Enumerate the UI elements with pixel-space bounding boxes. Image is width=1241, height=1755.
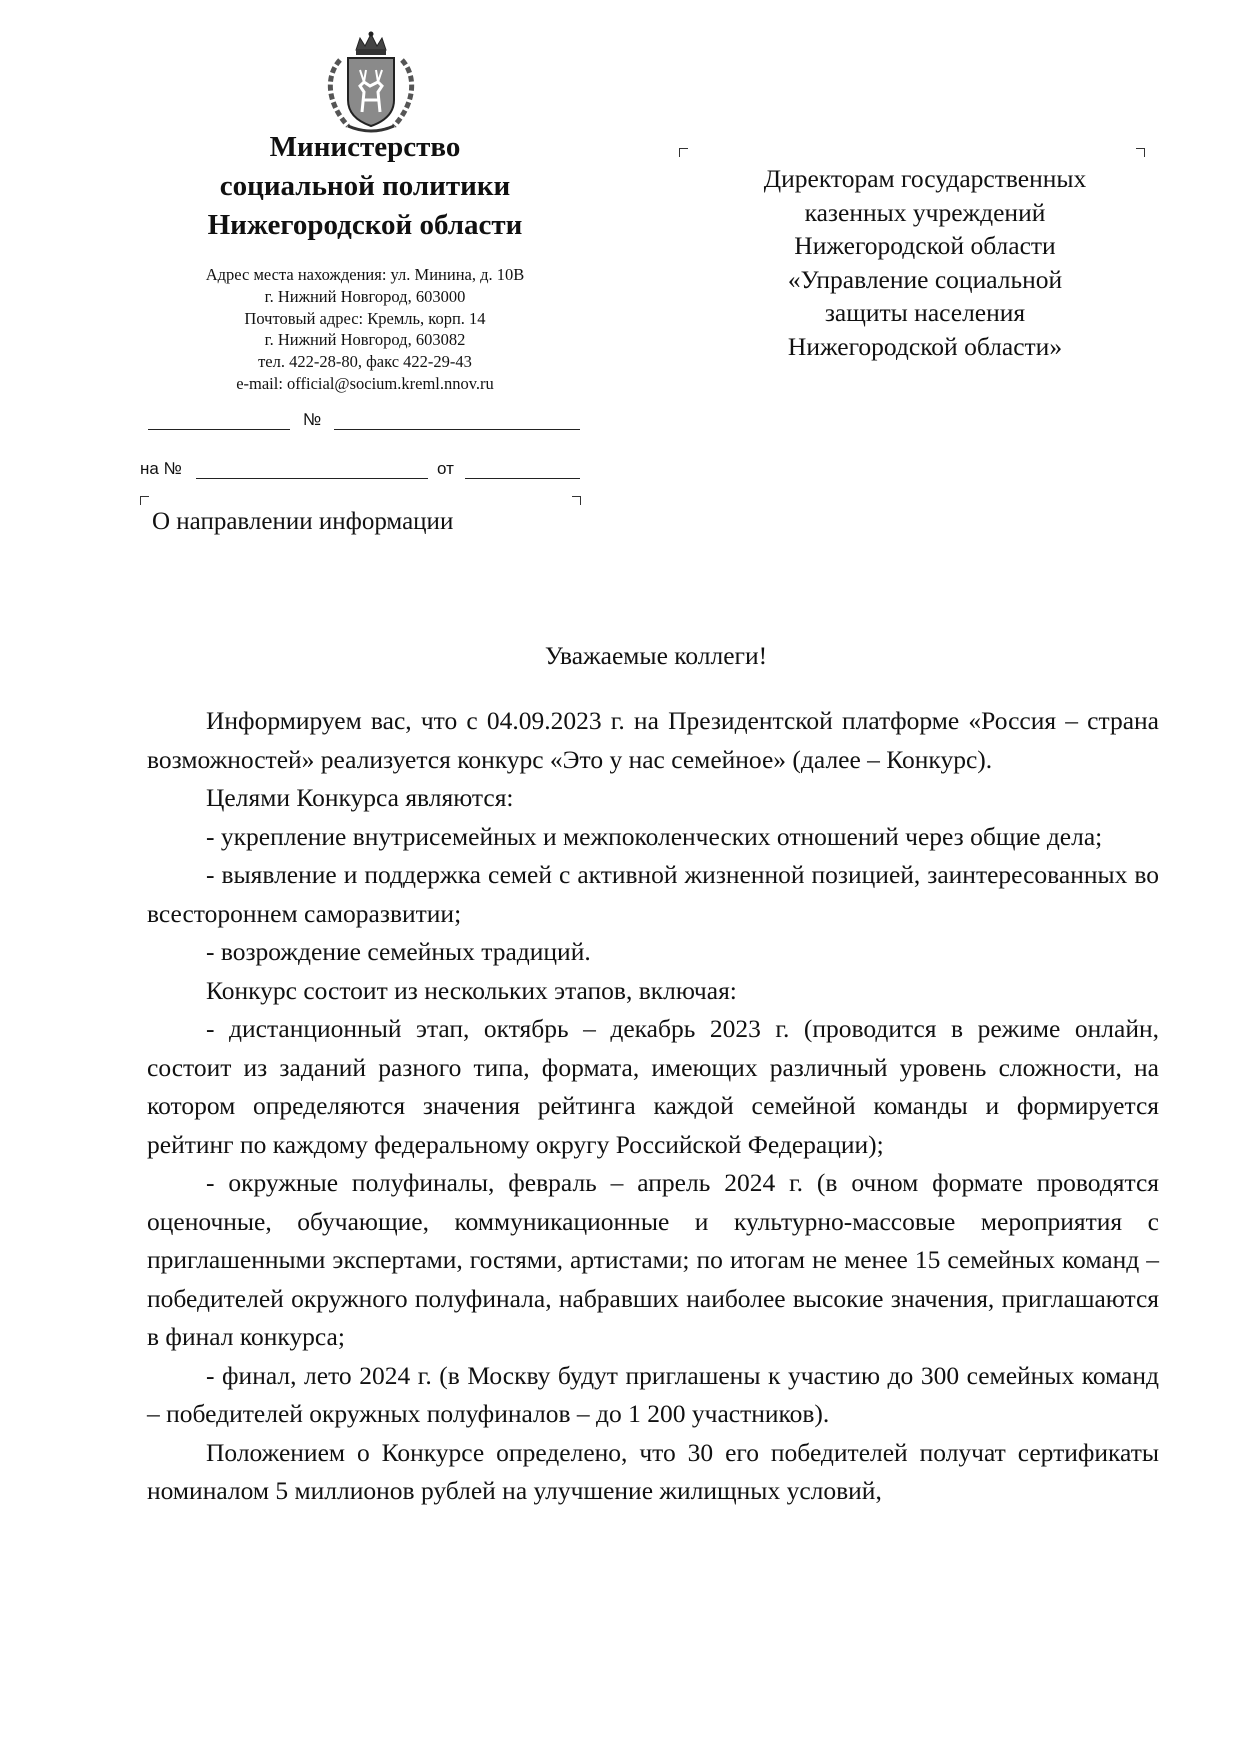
coat-of-arms-icon <box>318 30 424 136</box>
body-paragraph: Конкурс состоит из нескольких этапов, включая: <box>206 975 737 1005</box>
corner-mark <box>140 496 149 505</box>
outgoing-date-line <box>148 429 290 430</box>
ministry-name-line: социальной политики <box>219 170 511 202</box>
addressee-line: Директорам государственных <box>763 164 1087 193</box>
email-line: e-mail: official@socium.kreml.nnov.ru <box>236 373 494 393</box>
address-city-line: г. Нижний Новгород, 603000 <box>264 286 466 306</box>
body-paragraph: Положением о Конкурсе определено, что 30 его победителей получат сертификаты номиналом 5 миллионов рублей на улучшение жилищных условий, <box>147 1437 1159 1505</box>
ministry-contacts <box>140 264 590 395</box>
reply-date-line <box>465 478 580 479</box>
body-paragraph: - окружные полуфиналы, февраль – апрель 2024 г. (в очном формате проводятся оценочные, обучающие, коммуникационные и культурно-массовые мероприятия с приглашенными экспертами, гостями, артистами; по итогам не менее 15 семейных команд – победителей окружного полуфинала, набравших наиболее высокие значения, приглашаются в финал конкурса; <box>147 1168 1159 1351</box>
reply-number-line <box>196 478 428 479</box>
postal-address-line: Почтовый адрес: Кремль, корп. 14 <box>244 308 486 328</box>
addressee-line: Нижегородской области» <box>787 331 1063 361</box>
addressee-line: «Управление социальной <box>787 264 1063 294</box>
body-paragraph: - финал, лето 2024 г. (в Москву будут приглашены к участию до 300 семейных команд – победителей окружных полуфиналов – до 1 200 участников). <box>147 1360 1159 1428</box>
body-paragraph: - укрепление внутрисемейных и межпоколенческих отношений через общие дела; <box>206 821 1103 851</box>
ministry-name-line: Министерство <box>269 131 461 163</box>
outgoing-number-line <box>334 429 580 430</box>
ministry-name-line: Нижегородской области <box>207 209 523 241</box>
reply-number-label: на № <box>140 459 182 478</box>
addressee-line: казенных учреждений <box>804 197 1046 227</box>
phone-fax-line: тел. 422-28-80, факс 422-29-43 <box>258 352 472 372</box>
address-line: Адрес места нахождения: ул. Минина, д. 10В <box>205 265 525 284</box>
body-paragraph: - возрождение семейных традиций. <box>206 937 591 966</box>
salutation: Уважаемые коллеги! <box>544 641 768 670</box>
body-paragraph: Целями Конкурса являются: <box>206 783 514 812</box>
corner-mark <box>1136 148 1145 157</box>
addressee-block <box>700 162 1150 364</box>
ministry-name <box>140 128 590 245</box>
body-paragraph: - выявление и поддержка семей с активной жизненной позицией, заинтересованных во всестороннем саморазвитии; <box>147 860 1159 928</box>
sender-block <box>140 128 590 395</box>
postal-city-line: г. Нижний Новгород, 603082 <box>264 330 466 350</box>
corner-mark <box>679 148 688 157</box>
letter-subject: О направлении информации <box>152 508 454 535</box>
corner-mark <box>572 496 581 505</box>
addressee-line: защиты населения <box>824 298 1026 328</box>
body-paragraph: - дистанционный этап, октябрь – декабрь 2023 г. (проводится в режиме онлайн, состоит из заданий разного типа, формата, имеющих различный уровень сложности, на котором определяются значения рейтинга каждой семейной команды и формируется рейтинг по каждому федеральному округу Российской Федерации); <box>147 1014 1159 1159</box>
body-paragraph: Информируем вас, что с 04.09.2023 г. на Президентской платформе «Россия – страна возможностей» реализуется конкурс «Это у нас семейное» (далее – Конкурс). <box>147 706 1159 774</box>
letter-body <box>147 702 1159 1511</box>
number-sign: № <box>303 410 322 429</box>
reply-date-label: от <box>437 459 454 478</box>
addressee-line: Нижегородской области <box>794 231 1056 261</box>
